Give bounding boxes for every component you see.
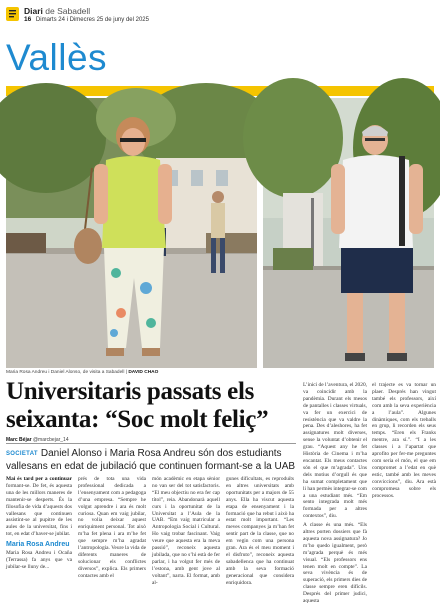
body-text: món acadèmic en etapa sènior no van ser del tot satisfactoris. “El meu objectiu no era fer cap títol”, reia. Abandonarà aquell curs i la oportunitat de la Universitat a l’Aula de la UAB. “Em vaig matricular a Antropologia Social i Cultural. Ho vaig trobar fascinant. Vaig veure que aquesta era la meva passió”, reconeix aquesta jubilada, que no s’hi està de fer parlar, i ha volgut fer més de l’estona, amb gent jove al voltant”, narra. El format, amb al- xyxy=(152,476,220,586)
author-handle: @marcbejar_14 xyxy=(32,437,69,443)
body-text: A classe és una més. “Els altres porten dossiers que fà aquesta nova assignatura? Jo m’ho quedo igualment, però m’agrada perquè és més visual. “Els professors ens tenen molt en compte”. La seva vivència és de superació, els primers dies de classe sempre eren difícils. Després del primer judici, aquesta xyxy=(303,522,367,605)
photo-man-illustration xyxy=(263,98,434,368)
photo-maria-rosa xyxy=(6,98,257,368)
brand-suffix: de Sabadell xyxy=(45,6,91,16)
divider xyxy=(6,443,296,444)
brand-name xyxy=(24,6,90,16)
photo-caption: Maria Rosa Andreu i Daniel Alonso, de visita a Sabadell | DAVID CHAO xyxy=(6,370,159,375)
photo-credit: DAVID CHAO xyxy=(128,370,159,375)
body-column-2 xyxy=(78,476,146,582)
newspaper-logo-icon xyxy=(6,7,19,21)
body-text: el trajecte es va tornar un plaer. Després han vingut també els professors, així com amb la seva experiència a l’aula”. Algunes dinàmiques, com els treballs en grup, li recorden els seus temps. “Eren els Franks mentre, ara sí.”. “I a les classes i a l’apartat que aprofito per fer-me preguntes com seria el món, el que em compromet a l’edat en què estic, també amb les meves conviccions”, diu. Ara està compromesa sobre els processos. xyxy=(372,382,436,499)
subheading: Maria Rosa Andreu xyxy=(6,541,70,549)
kicker-text: Daniel Alonso i Maria Rosa Andreu són dos estudiants vallesans en edat de jubilació que continuen formant-se a la UAB xyxy=(6,448,296,472)
body-text: prés de tota una vida professional dedicada a l’ensenyament com a pedagoga d’una empresa. “Sempre he volgut aprendre i ara és molt curiosa. Quan em vaig jubilar, no volia deixar aquest enriquiment personal. Tot això m’ha fet plena i ara m’he fet que sempre m’ha agradat l’antropologia. Veure la vida de diferents maneres de solucionar els conflictes diversos”, explica. Els primers contactes amb el xyxy=(78,476,147,579)
article-kicker xyxy=(6,448,298,473)
section-tag: SOCIETAT xyxy=(6,451,38,457)
body-text: gunes dificultats, es reproduïts en altres universitats amb oportunitats per a majors de 55 anys. Ella ha viscut aquesta etapa de ensenyament i la formació que ha rebut i això ha estat molt important. “Les meves companyes ja m’han fet sentir part de la classe, que no em vegin com una persona gran. Ara és el meu moment i el disfruto”, reconeix aquesta sabadellenca que ha continuat amb la seva formació generacional que considera enriquidora. xyxy=(226,476,294,586)
section-title: Vallès xyxy=(6,37,108,78)
masthead xyxy=(6,6,436,28)
article-headline: Universitaris passats els seixanta: “Soc molt feliç” xyxy=(6,378,269,433)
body-text: formant-se. De fet, és aquesta una de les millors maneres de mantenir-se desperts. És la filosofia de vida d’aquests dos vallesans que continuen assistint-se al pupitre de les aules de la universitat, fins i tot, en edat d’haver-se jubilat. xyxy=(6,482,72,538)
author-name: Marc Béjar xyxy=(6,437,32,443)
body-column-4 xyxy=(226,476,294,589)
body-column-5 xyxy=(303,382,367,607)
lead-in: Mai és tard per a continuar xyxy=(6,476,72,482)
body-column-1 xyxy=(6,476,72,573)
photo-woman-illustration xyxy=(6,98,257,368)
body-column-3 xyxy=(152,476,220,589)
body-text: Maria Rosa Andreu i Ocaña (Terrassa) fa anys que va jubilar-se lluny de... xyxy=(6,550,72,570)
body-column-6 xyxy=(372,382,436,501)
caption-text: Maria Rosa Andreu i Daniel Alonso, de visita a Sabadell xyxy=(6,370,125,375)
body-text: L’inici de l’aventura, el 2020, va coincidir amb la pandèmia. Durant els mesos de pantalles i classes virtuals, va fer un exercici de resistència que va valdre la pena. Des d’aleshores, ha fet assignatures molt diverses, sense la voluntat d’obtenir el grau. “Aquest any he fet Història de Cinema i m’ha encantat. Els meus contactes són el que m’agrada”. Uns dels motius d’orgull és que ha sumat completament que li han permès integrar-se com a una estudiant més. “Em sento integrada molt més formada per a altres contextos”, diu. xyxy=(303,382,367,520)
page-info xyxy=(24,16,149,23)
brand-title: Diari xyxy=(24,6,43,16)
issue-date: Dimarts 24 i Dimecres 25 de juny del 2025 xyxy=(35,17,149,23)
page-number: 16 xyxy=(24,16,32,23)
photo-daniel xyxy=(263,98,434,368)
